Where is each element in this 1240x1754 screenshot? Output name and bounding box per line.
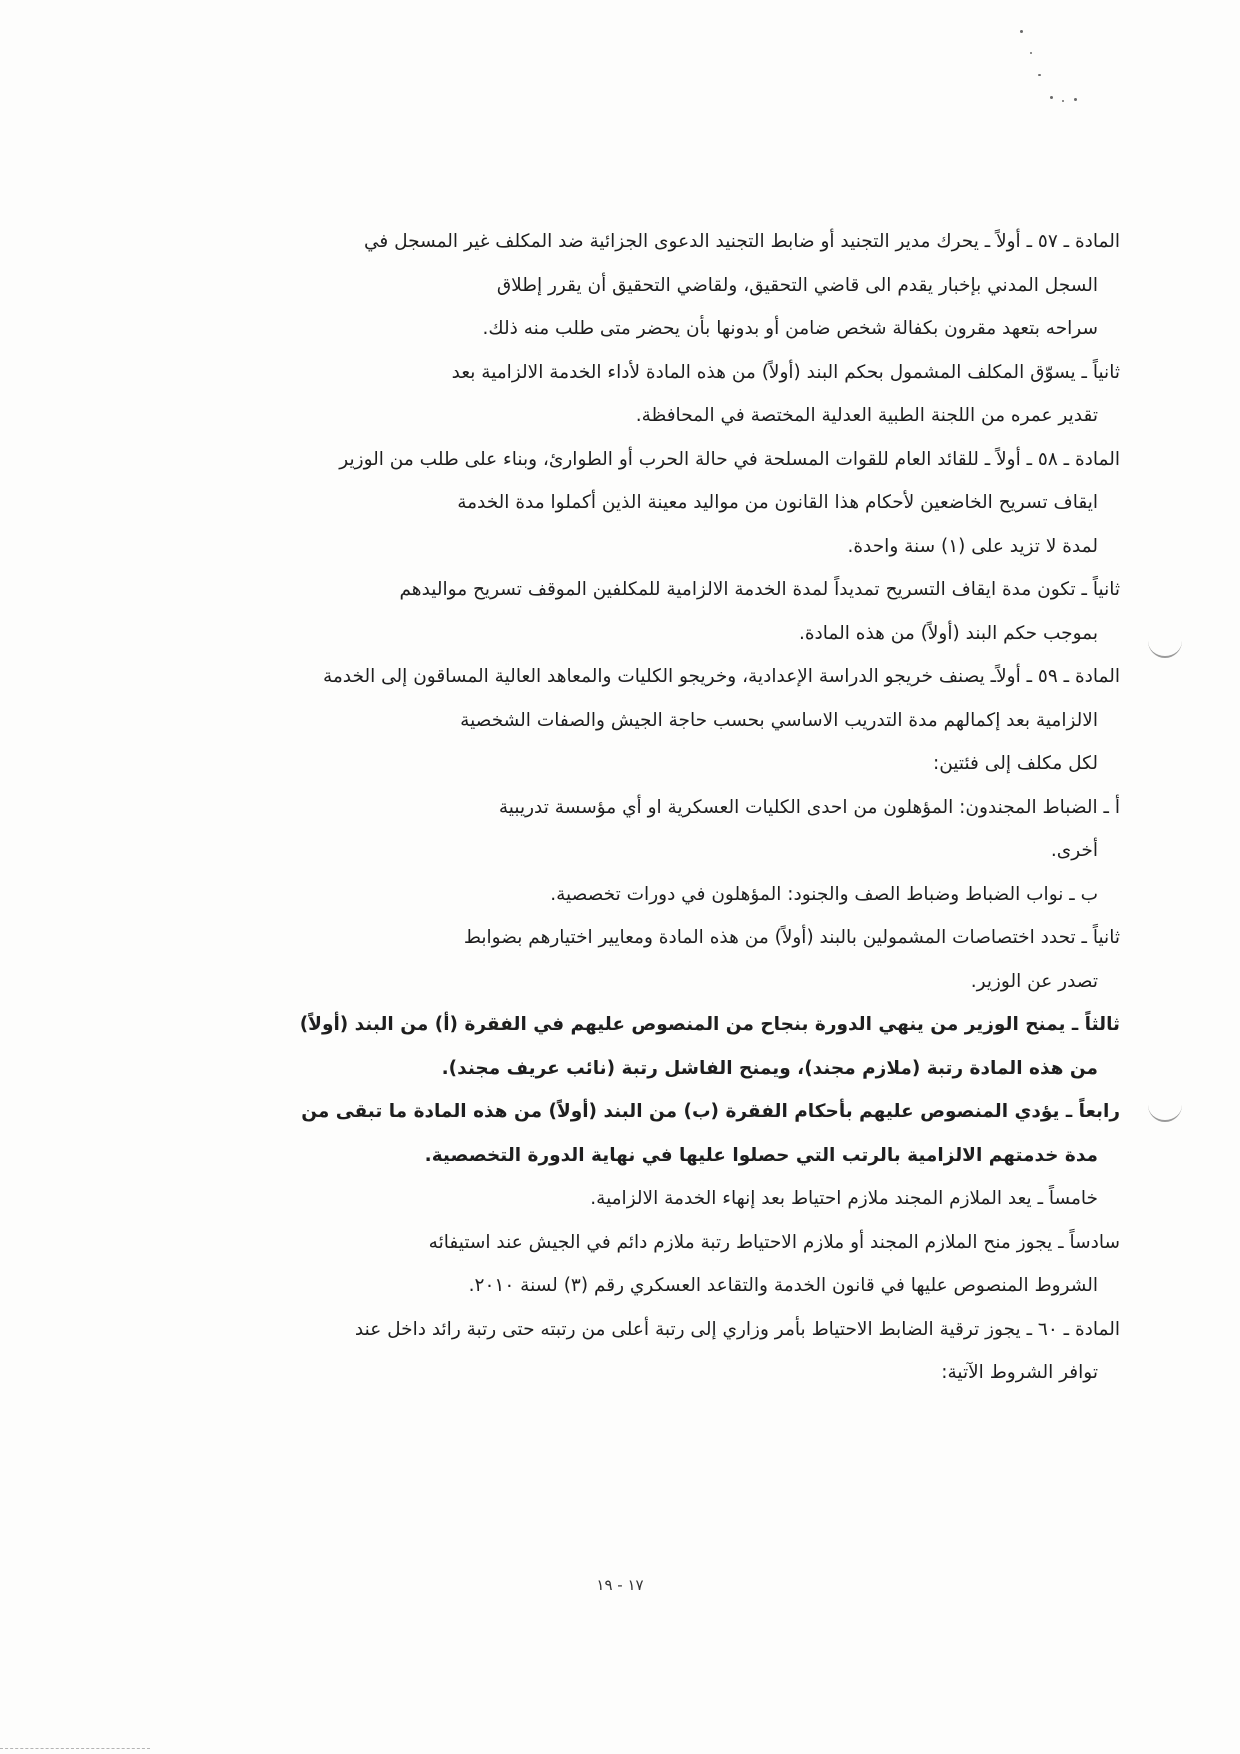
document-line: ثانياً ـ تحدد اختصاصات المشمولين بالبند (أولاً) من هذه المادة ومعايير اختيارهم بضوابط (463, 927, 1120, 948)
document-line: المادة ـ ٥٧ ـ أولاً ـ يحرك مدير التجنيد أو ضابط التجنيد الدعوى الجزائية ضد المكلف غير المسجل في (364, 231, 1120, 252)
document-line: ب ـ نواب الضباط وضباط الصف والجنود: المؤهلون في دورات تخصصية. (550, 883, 1098, 905)
document-line: المادة ـ ٥٩ ـ أولاًـ يصنف خريجو الدراسة الإعدادية، وخريجو الكليات والمعاهد العالية المساقون إلى الخدمة (322, 666, 1120, 687)
document-line: بموجب حكم البند (أولاً) من هذه المادة. (798, 622, 1098, 644)
document-body (150, 220, 1120, 1395)
document-line: السجل المدني بإخبار يقدم الى قاضي التحقيق، ولقاضي التحقيق أن يقرر إطلاق (496, 274, 1098, 296)
document-line: توافر الشروط الآتية: (941, 1362, 1098, 1383)
scan-edge-line (0, 1748, 150, 1751)
document-line: المادة ـ ٥٨ ـ أولاً ـ للقائد العام للقوات المسلحة في حالة الحرب أو الطوارئ، وبناء على طلب من الوزير (339, 448, 1120, 470)
document-line: ثانياً ـ تكون مدة ايقاف التسريح تمديداً لمدة الخدمة الالزامية للمكلفين الموقف تسريح مواليدهم (399, 579, 1120, 600)
document-line: سادساً ـ يجوز منح الملازم المجند أو ملازم الاحتياط رتبة ملازم دائم في الجيش عند استيفائه (428, 1231, 1120, 1253)
document-line: ثالثاً ـ يمنح الوزير من ينهي الدورة بنجاح من المنصوص عليهم في الفقرة (أ) من البند (أولاً) (299, 1014, 1120, 1035)
document-line: لكل مكلف إلى فئتين: (932, 753, 1098, 774)
punch-hole-mark (1148, 640, 1182, 658)
document-line: ايقاف تسريح الخاضعين لأحكام هذا القانون من مواليد معينة الذين أكملوا مدة الخدمة (457, 492, 1098, 513)
document-line: الشروط المنصوص عليها في قانون الخدمة والتقاعد العسكري رقم (٣) لسنة ٢٠١٠. (468, 1275, 1098, 1296)
document-line: رابعاً ـ يؤدي المنصوص عليهم بأحكام الفقرة (ب) من البند (أولاً) من هذه المادة ما تبقى من (301, 1101, 1120, 1122)
document-line: ثانياً ـ يسوّق المكلف المشمول بحكم البند (أولاً) من هذه المادة لأداء الخدمة الالزامية بعد (451, 361, 1120, 383)
document-line: خامساً ـ يعد الملازم المجند ملازم احتياط بعد إنهاء الخدمة الالزامية. (590, 1188, 1098, 1209)
page-number: ١٧ - ١٩ (596, 1576, 644, 1594)
document-line: المادة ـ ٦٠ ـ يجوز ترقية الضابط الاحتياط بأمر وزاري إلى رتبة أعلى من رتبته حتى رتبة رائد داخل عند (354, 1318, 1120, 1340)
scan-speck (1030, 52, 1032, 54)
document-line: الالزامية بعد إكمالهم مدة التدريب الاساسي بحسب حاجة الجيش والصفات الشخصية (460, 709, 1098, 731)
document-line: مدة خدمتهم الالزامية بالرتب التي حصلوا عليها في نهاية الدورة التخصصية. (424, 1144, 1098, 1166)
scan-speck (1020, 30, 1023, 33)
document-line: تصدر عن الوزير. (970, 970, 1098, 992)
document-line: لمدة لا تزيد على (١) سنة واحدة. (847, 535, 1098, 557)
scan-speck (1038, 74, 1041, 76)
scan-speck (1074, 98, 1077, 101)
document-line: أ ـ الضباط المجندون: المؤهلون من احدى الكليات العسكرية او أي مؤسسة تدريبية (498, 796, 1120, 818)
scan-speck (1050, 96, 1053, 99)
document-line: من هذه المادة رتبة (ملازم مجند)، ويمنح الفاشل رتبة (نائب عريف مجند). (441, 1057, 1098, 1079)
document-line: سراحه بتعهد مقرون بكفالة شخص ضامن أو بدونها بأن يحضر متى طلب منه ذلك. (482, 318, 1098, 339)
document-line: تقدير عمره من اللجنة الطبية العدلية المختصة في المحافظة. (635, 405, 1098, 426)
punch-hole-mark (1148, 1104, 1182, 1122)
document-line: أخرى. (1050, 840, 1098, 861)
scan-speck (1062, 100, 1064, 102)
